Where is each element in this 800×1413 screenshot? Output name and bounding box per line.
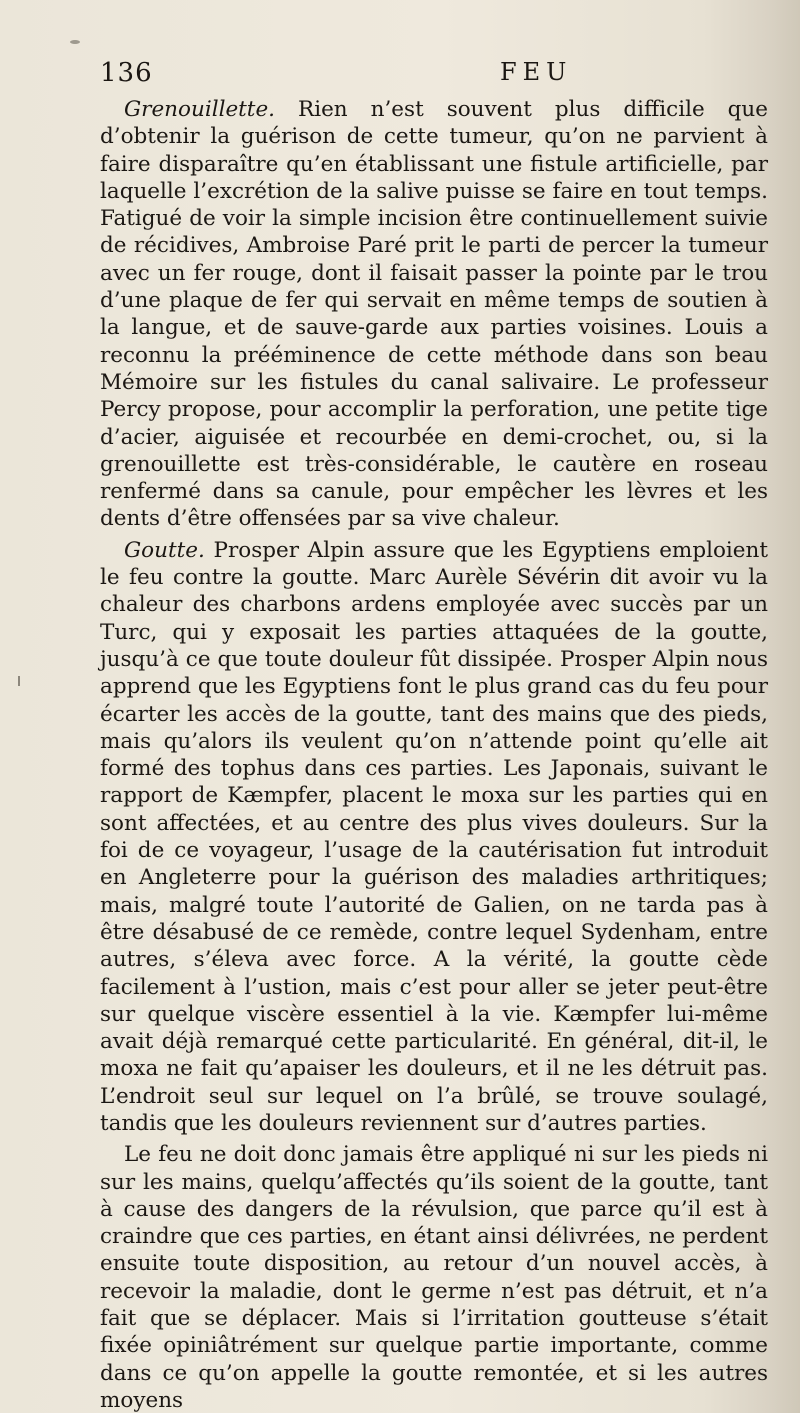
paragraph-text: Rien n’est souvent plus difficile que d’obtenir la guérison de cette tumeur, qu’on ne parvient à faire disparaître qu’en établissant une fistule artificielle, par laquelle l’excrétion de la salive puisse se faire en tout temps. Fatigué de voir la simple incision être continuellement suivie de récidives, Ambroise Paré prit le parti de percer la tumeur avec un fer rouge, dont il faisait passer la pointe par le trou d’une plaque de fer qui servait en même temps de soutien à la langue, et de sauve-garde aux parties voisines. Louis a reconnu la prééminence de cette méthode dans son beau Mémoire sur les fistules du canal salivaire. Le professeur Percy propose, pour accomplir la perforation, une petite tige d’acier, aiguisée et recourbée en demi-crochet, ou, si la grenouillette est très-considérable, le cautère en roseau renfermé dans sa canule, pour empêcher les lèvres et les dents d’être offensées par sa vive chaleur. bbox=[100, 97, 768, 532]
paragraph-continuation bbox=[100, 1141, 768, 1413]
paragraph-goutte bbox=[100, 537, 768, 1138]
entry-heading: Goutte. bbox=[124, 537, 205, 563]
margin-mark bbox=[18, 676, 20, 686]
page-number: 136 bbox=[100, 58, 153, 88]
paragraph-text: Prosper Alpin assure que les Egyptiens emploient le feu contre la goutte. Marc Aurèle Sévérin dit avoir vu la chaleur des charbons ardens employée avec succès par un Turc, qui y exposait les parties attaquées de la goutte, jusqu’à ce que toute douleur fût dissipée. Prosper Alpin nous apprend que les Egyptiens font le plus grand cas du feu pour écarter les accès de la goutte, tant des mains que des pieds, mais qu’alors ils veulent qu’on n’attende point qu’elle ait formé des tophus dans ces parties. Les Japonais, suivant le rapport de Kæmpfer, placent le moxa sur les parties qui en sont affectées, et au centre des plus vives douleurs. Sur la foi de ce voyageur, l’usage de la cautérisation fut introduit en Angleterre pour la guérison des maladies arthritiques; mais, malgré toute l’autorité de Galien, on ne tarda pas à être désabusé de ce remède, contre lequel Sydenham, entre autres, s’éleva avec force. A la vérité, la goutte cède facilement à l’ustion, mais c’est pour aller se jeter peut-être sur quelque viscère essentiel à la vie. Kæmpfer lui-même avait déjà remarqué cette particularité. En général, dit-il, le moxa ne fait qu’apaiser les douleurs, et il ne les détruit pas. L’endroit seul sur lequel on l’a brûlé, se trouve soulagé, tandis que les douleurs reviennent sur d’autres parties. bbox=[100, 537, 768, 1136]
paragraph-text: Le feu ne doit donc jamais être appliqué ni sur les pieds ni sur les mains, quelqu’affectés qu’ils soient de la goutte, tant à cause des dangers de la révulsion, que parce qu’il est à craindre que ces parties, en étant ainsi délivrées, ne perdent ensuite toute disposition, au retour d’un nouvel accès, à recevoir la maladie, dont le germe n’est pas détruit, et n’a fait que se déplacer. Mais si l’irritation goutteuse s’était fixée opiniâtrément sur quelque partie importante, comme dans ce qu’on appelle la goutte remontée, et si les autres moyens bbox=[100, 1142, 768, 1413]
entry-heading: Grenouillette. bbox=[124, 97, 276, 122]
running-head: FEU bbox=[500, 58, 573, 86]
body-text bbox=[100, 96, 768, 1413]
paragraph-grenouillette bbox=[100, 96, 768, 533]
ink-smudge bbox=[70, 40, 80, 44]
page-header bbox=[100, 58, 760, 92]
